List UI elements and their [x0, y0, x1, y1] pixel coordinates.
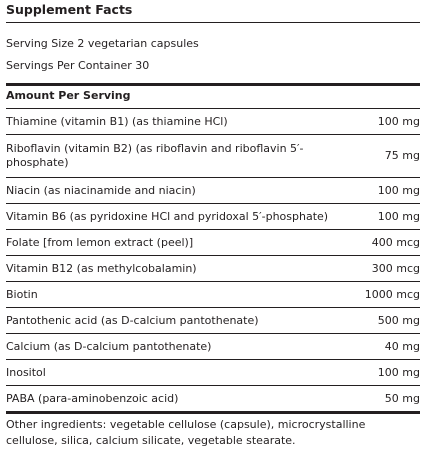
table-row — [6, 359, 420, 385]
table-row — [6, 333, 420, 359]
nutrient-name: Vitamin B6 (as pyridoxine HCl and pyridoxal 5′-phosphate) — [6, 209, 329, 223]
other-ingredients: Other ingredients: vegetable cellulose (capsule), microcrystalline cellulose, silica, calcium silicate, vegetable stearate. — [6, 418, 366, 447]
table-row — [6, 307, 420, 333]
table-row — [6, 255, 420, 281]
nutrient-name: Thiamine (vitamin B1) (as thiamine HCl) — [6, 114, 228, 128]
nutrient-name: Pantothenic acid (as D-calcium pantothenate) — [6, 313, 259, 327]
nutrient-name: Vitamin B12 (as methylcobalamin) — [6, 261, 197, 275]
nutrient-amount: 100 mg — [377, 183, 420, 197]
table-row — [6, 281, 420, 307]
nutrient-name: Biotin — [6, 287, 38, 301]
nutrient-amount: 1000 mcg — [364, 287, 420, 301]
nutrient-table — [6, 108, 420, 411]
nutrient-name: PABA (para-aminobenzoic acid) — [6, 391, 179, 405]
servings-per-container: Servings Per Container 30 — [6, 59, 150, 72]
nutrient-amount: 40 mg — [384, 339, 420, 353]
nutrient-amount: 300 mcg — [371, 261, 420, 275]
amount-per-serving-header: Amount Per Serving — [6, 89, 131, 102]
nutrient-amount: 75 mg — [384, 149, 420, 162]
nutrient-name: Niacin (as niacinamide and niacin) — [6, 183, 196, 197]
table-row — [6, 134, 420, 177]
table-row — [6, 203, 420, 229]
nutrient-amount: 500 mg — [377, 313, 420, 327]
nutrient-name: Inositol — [6, 365, 46, 379]
nutrient-amount: 400 mcg — [371, 235, 420, 249]
nutrient-amount: 100 mg — [377, 365, 420, 379]
nutrient-name: Calcium (as D-calcium pantothenate) — [6, 339, 212, 353]
table-row — [6, 108, 420, 134]
nutrient-name: Folate [from lemon extract (peel)] — [6, 235, 194, 249]
panel-title: Supplement Facts — [6, 2, 133, 17]
table-row — [6, 177, 420, 203]
nutrient-amount: 100 mg — [377, 114, 420, 128]
nutrient-name: Riboflavin (vitamin B2) (as riboflavin and riboflavin 5′-phosphate) — [6, 142, 304, 169]
table-row — [6, 385, 420, 411]
table-row — [6, 229, 420, 255]
serving-size: Serving Size 2 vegetarian capsules — [6, 37, 199, 50]
nutrient-amount: 100 mg — [377, 209, 420, 223]
nutrient-amount: 50 mg — [384, 391, 420, 405]
